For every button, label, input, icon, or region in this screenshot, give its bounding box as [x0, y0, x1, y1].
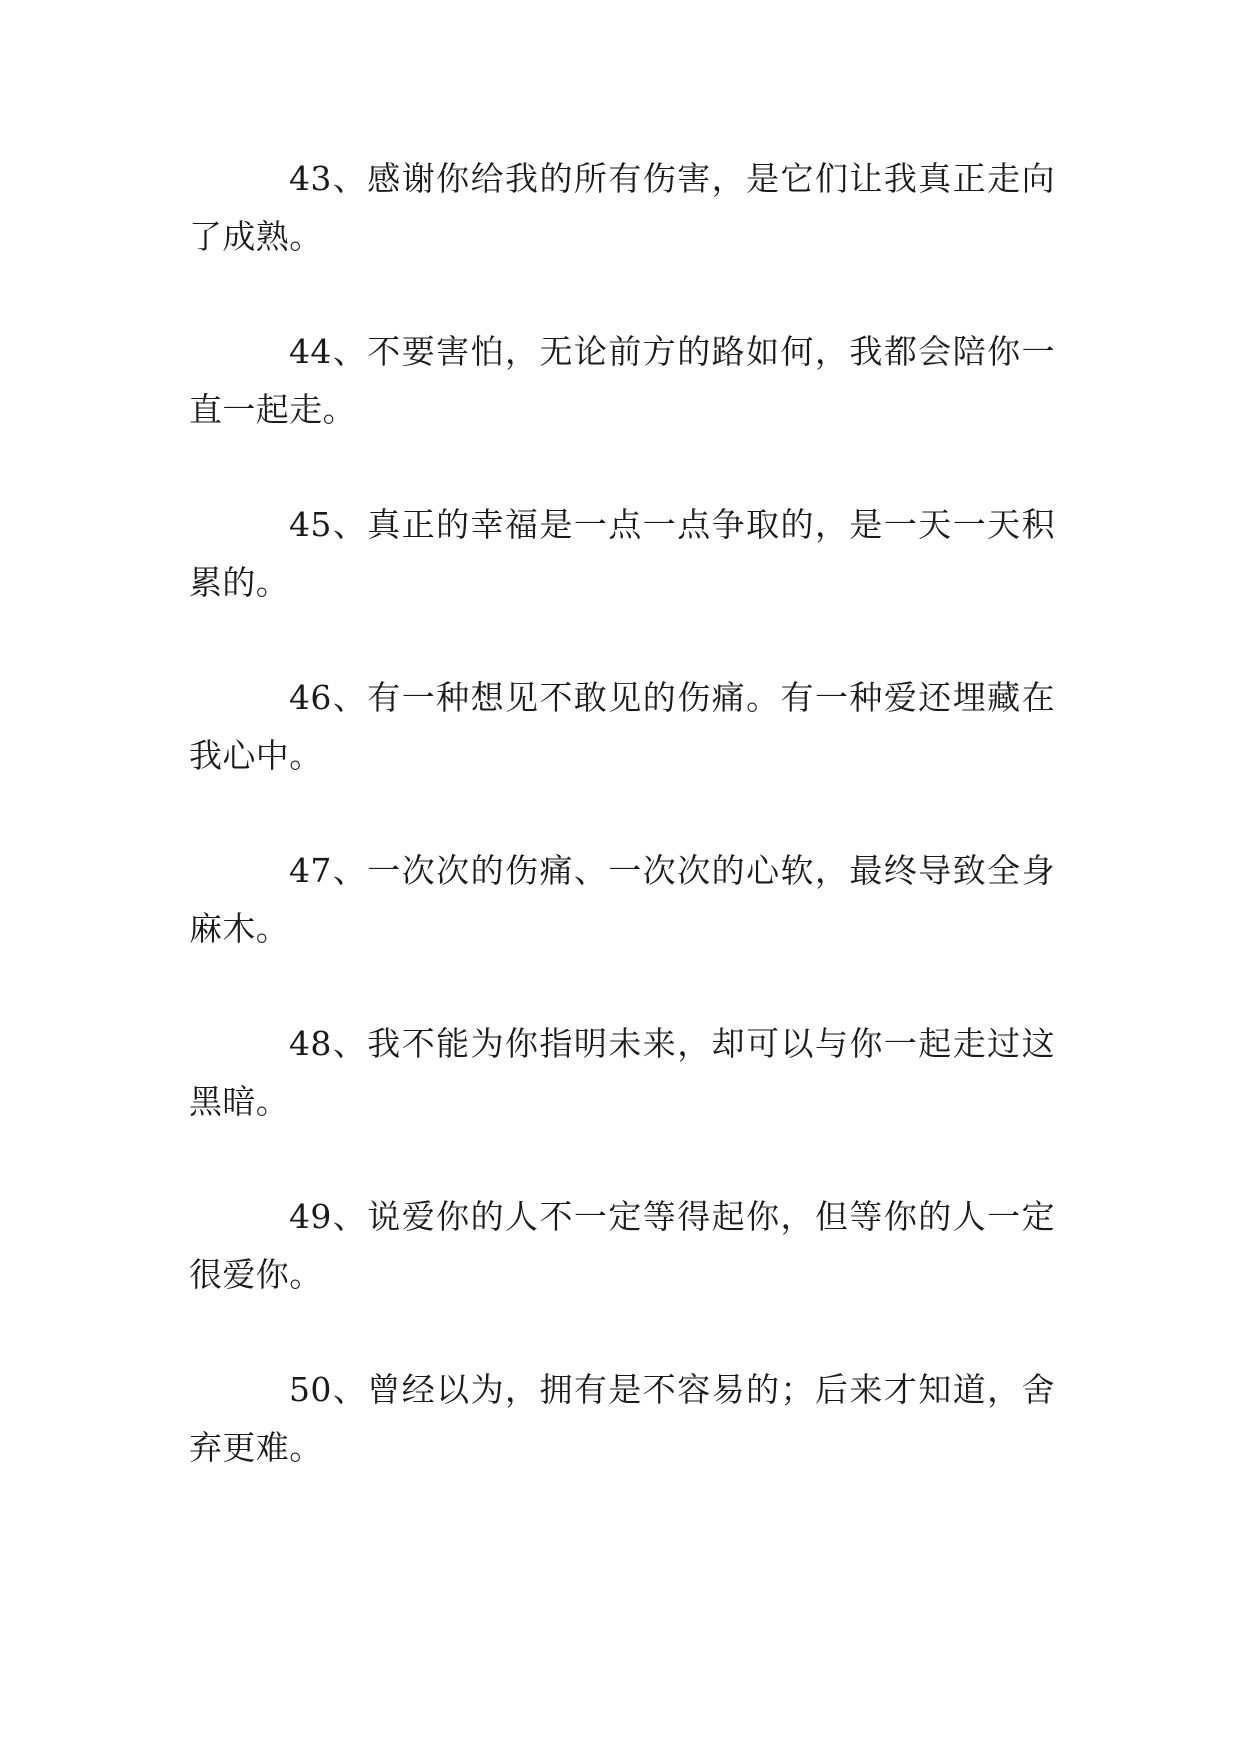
paragraph-43: 43、感谢你给我的所有伤害，是它们让我真正走向了成熟。 — [189, 159, 1055, 256]
paragraph-50: 50、曾经以为，拥有是不容易的；后来才知道，舍弃更难。 — [189, 1370, 1055, 1467]
paragraph-48: 48、我不能为你指明未来，却可以与你一起走过这黑暗。 — [189, 1024, 1055, 1121]
paragraph-45: 45、真正的幸福是一点一点争取的，是一天一天积累的。 — [189, 505, 1055, 602]
paragraph-46: 46、有一种想见不敢见的伤痛。有一种爱还埋藏在我心中。 — [189, 678, 1055, 775]
paragraph-47: 47、一次次的伤痛、一次次的心软，最终导致全身麻木。 — [189, 851, 1055, 948]
document-body — [189, 150, 1055, 1534]
paragraph-49: 49、说爱你的人不一定等得起你，但等你的人一定很爱你。 — [189, 1197, 1055, 1294]
paragraph-44: 44、不要害怕，无论前方的路如何，我都会陪你一直一起走。 — [189, 332, 1055, 429]
